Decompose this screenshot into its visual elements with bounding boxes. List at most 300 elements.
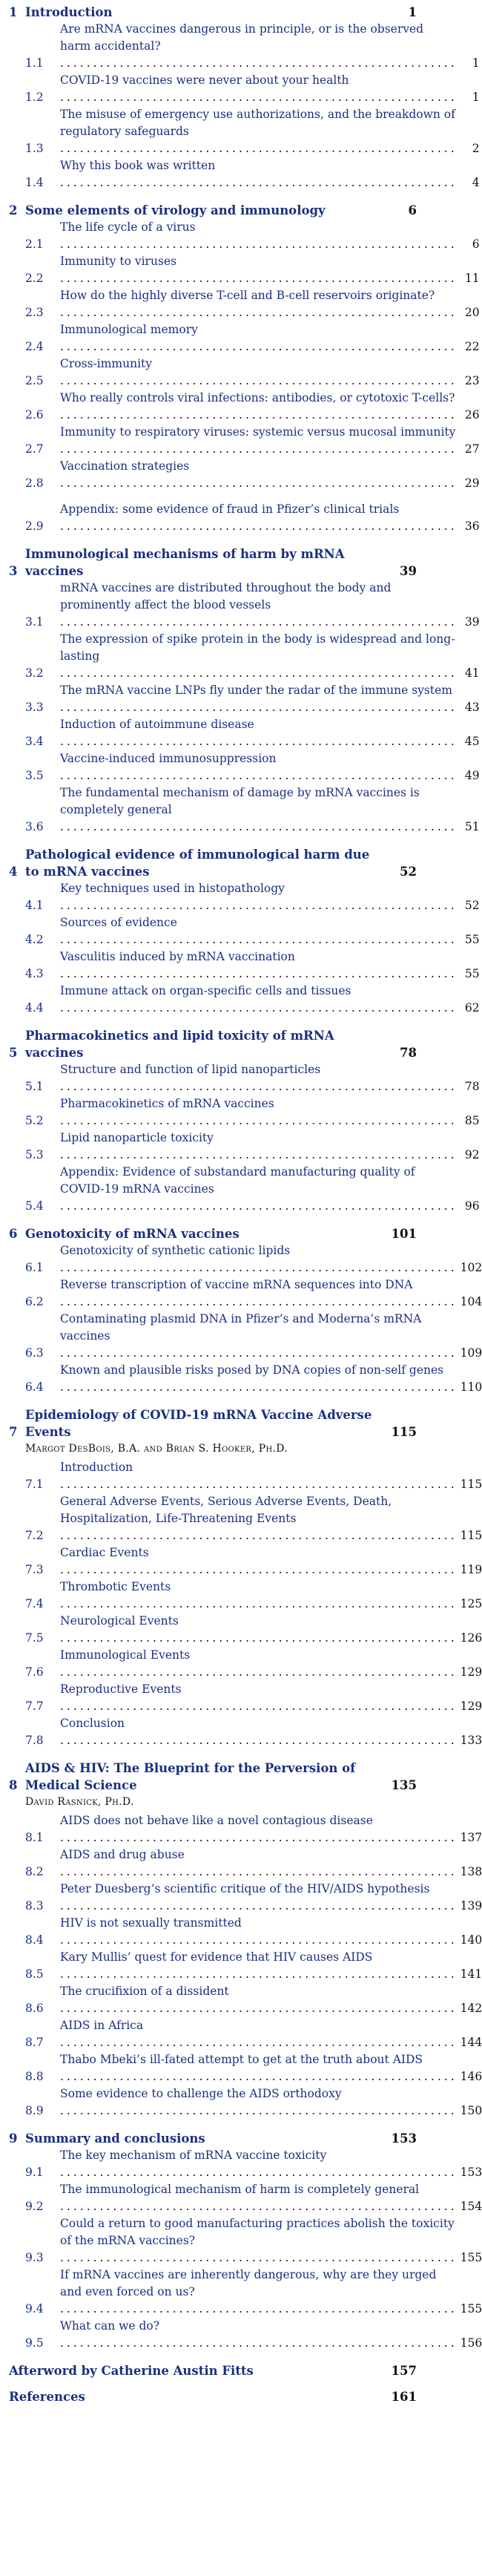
section-number: 8.4 — [25, 1933, 44, 1947]
section-title: COVID-19 vaccines were never about your health — [60, 73, 349, 87]
section-page-number: 139 — [460, 1899, 482, 1913]
chapter-title: Pharmacokinetics and lipid toxicity of mRNA vaccines — [25, 1029, 334, 1060]
section-title: Vaccine-induced immunosuppression — [60, 752, 277, 765]
section-link[interactable] — [25, 1459, 482, 1493]
section-number: 1.1 — [25, 56, 44, 70]
section-link[interactable] — [25, 2267, 482, 2318]
section-link[interactable] — [25, 72, 480, 106]
section-title-wrapper — [60, 2051, 458, 2085]
section-link[interactable] — [25, 750, 480, 784]
section-page-number: 41 — [464, 666, 480, 680]
section-title: Could a return to good manufacturing practices abolish the toxicity of the mRNA vaccines? — [60, 2217, 455, 2247]
toc-chapter — [9, 2388, 417, 2405]
section-link[interactable] — [25, 1362, 482, 1396]
section-title-wrapper — [60, 1949, 458, 1983]
section-page-number: 1 — [472, 91, 480, 104]
section-page-number: 4 — [472, 176, 480, 189]
section-number: 7.1 — [25, 1478, 44, 1491]
section-link[interactable] — [25, 1949, 482, 1983]
chapter-link[interactable] — [9, 1760, 417, 1794]
dot-leader: ............................................................ — [60, 2336, 458, 2350]
dot-leader: ............................................................ — [60, 1346, 458, 1360]
section-title: How do the highly diverse T-cell and B-cell reservoirs originate? — [60, 289, 435, 302]
section-number: 6.4 — [25, 1380, 44, 1394]
section-title-wrapper — [60, 106, 458, 157]
section-page-number: 78 — [464, 1080, 480, 1093]
section-number: 2.2 — [25, 272, 44, 285]
section-page-number: 49 — [464, 769, 480, 782]
section-page-number: 55 — [464, 967, 480, 980]
section-number: 8.8 — [25, 2070, 44, 2083]
dot-leader: ............................................................ — [60, 967, 458, 980]
chapter-title: Genotoxicity of mRNA vaccines — [25, 1227, 240, 1241]
dot-leader: ............................................................ — [60, 1148, 458, 1161]
section-number: 8.1 — [25, 1831, 44, 1844]
section-link[interactable] — [25, 458, 480, 492]
section-title: Contaminating plasmid DNA in Pfizer’s and Moderna’s mRNA vaccines — [60, 1312, 422, 1343]
section-link[interactable] — [25, 1647, 482, 1681]
section-title-wrapper — [60, 1681, 458, 1715]
dot-leader: ............................................................ — [60, 1295, 458, 1308]
section-title: Some evidence to challenge the AIDS orthodoxy — [60, 2087, 342, 2100]
section-number: 3.5 — [25, 769, 44, 782]
section-number: 8.7 — [25, 2036, 44, 2049]
dot-leader: ............................................................ — [60, 2002, 458, 2015]
chapter-link[interactable] — [9, 202, 417, 219]
section-title: Immunological memory — [60, 323, 198, 336]
section-page-number: 23 — [464, 374, 480, 387]
section-link[interactable] — [25, 1276, 482, 1311]
section-page-number: 51 — [464, 820, 480, 833]
section-number: 3.3 — [25, 701, 44, 714]
section-number: 3.4 — [25, 735, 44, 748]
dot-leader: ............................................................ — [60, 1114, 458, 1127]
section-number: 2.6 — [25, 408, 44, 422]
dot-leader: ............................................................ — [60, 442, 458, 456]
section-title-wrapper — [60, 2085, 458, 2120]
section-page-number: 115 — [460, 1478, 482, 1491]
section-title-wrapper — [60, 1164, 458, 1215]
section-title: Conclusion — [60, 1717, 125, 1730]
section-title: mRNA vaccines are distributed throughout the body and prominently affect the blood vessels — [60, 581, 392, 612]
section-page-number: 155 — [460, 2251, 482, 2264]
section-link[interactable] — [25, 1983, 482, 2017]
section-number: 3.1 — [25, 615, 44, 629]
dot-leader: ............................................................ — [60, 1734, 458, 1747]
section-number: 7.3 — [25, 1563, 44, 1576]
section-link[interactable] — [25, 287, 480, 321]
section-title-wrapper — [60, 1095, 458, 1130]
section-link[interactable] — [25, 355, 480, 390]
chapter-number: 1 — [9, 5, 18, 19]
section-link[interactable] — [25, 253, 480, 287]
section-number: 9.2 — [25, 2200, 44, 2213]
section-title: Peter Duesberg’s scientific critique of the HIV/AIDS hypothesis — [60, 1882, 430, 1895]
section-title-wrapper — [60, 458, 458, 492]
chapter-title: Epidemiology of COVID-19 mRNA Vaccine Adverse Events — [25, 1408, 372, 1439]
dot-leader: ............................................................ — [60, 142, 458, 155]
chapter-number: 6 — [9, 1227, 18, 1241]
section-title-wrapper — [60, 1881, 458, 1915]
section-link[interactable] — [25, 1579, 482, 1613]
chapter-link[interactable] — [9, 545, 417, 580]
dot-leader: ............................................................ — [60, 1478, 458, 1491]
section-page-number: 115 — [460, 1529, 482, 1542]
section-number: 7.5 — [25, 1631, 44, 1645]
chapter-link[interactable] — [9, 1225, 417, 1242]
dot-leader: ............................................................ — [60, 1700, 458, 1713]
section-page-number: 141 — [460, 1967, 482, 1981]
section-number: 4.2 — [25, 933, 44, 946]
section-link[interactable] — [25, 2318, 482, 2352]
section-title: Vaccination strategies — [60, 459, 190, 473]
section-number: 4.3 — [25, 967, 44, 980]
section-title-wrapper — [60, 750, 458, 784]
chapter-page-number: 153 — [391, 2131, 417, 2146]
section-title-wrapper — [60, 390, 458, 424]
toc-chapter — [9, 202, 480, 535]
chapter-link[interactable] — [9, 4, 417, 21]
section-number: 3.2 — [25, 666, 44, 680]
section-page-number: 39 — [464, 615, 480, 629]
section-page-number: 125 — [460, 1597, 482, 1610]
section-title: Lipid nanoparticle toxicity — [60, 1131, 214, 1144]
dot-leader: ............................................................ — [60, 769, 458, 782]
section-number: 2.9 — [25, 520, 44, 533]
section-link[interactable] — [25, 1061, 480, 1095]
section-title: Sources of evidence — [60, 916, 177, 929]
section-title: Induction of autoimmune disease — [60, 718, 254, 731]
section-title-wrapper — [60, 716, 458, 750]
section-page-number: 109 — [460, 1346, 482, 1360]
section-number: 6.2 — [25, 1295, 44, 1308]
chapter-number: 7 — [9, 1425, 18, 1439]
section-title: The expression of spike protein in the body is widespread and long-lasting — [60, 632, 455, 663]
section-title: Structure and function of lipid nanoparticles — [60, 1063, 321, 1076]
section-title-wrapper — [60, 321, 458, 355]
dot-leader: ............................................................ — [60, 91, 458, 104]
dot-leader: ............................................................ — [60, 2251, 458, 2264]
section-link[interactable] — [25, 1915, 482, 1949]
section-link[interactable] — [25, 1130, 480, 1164]
section-number: 9.1 — [25, 2166, 44, 2179]
section-page-number: 154 — [460, 2200, 482, 2213]
section-link[interactable] — [25, 106, 480, 157]
section-title: The crucifixion of a dissident — [60, 1985, 229, 1998]
dot-leader: ............................................................ — [60, 2166, 458, 2179]
chapter-title: Pathological evidence of immunological harm due to mRNA vaccines — [25, 848, 370, 879]
section-title-wrapper — [60, 1915, 458, 1949]
section-title-wrapper — [60, 1812, 458, 1846]
section-page-number: 153 — [460, 2166, 482, 2179]
section-link[interactable] — [25, 219, 480, 253]
section-title: Reproductive Events — [60, 1682, 182, 1696]
section-link[interactable] — [25, 1812, 482, 1846]
section-title: Immune attack on organ-specific cells and tissues — [60, 984, 351, 997]
chapter-link[interactable] — [9, 2362, 417, 2379]
section-title: Appendix: some evidence of fraud in Pfizer’s clinical trials — [60, 502, 400, 516]
section-title-wrapper — [60, 2215, 458, 2267]
section-link[interactable] — [25, 2017, 482, 2051]
section-page-number: 85 — [464, 1114, 480, 1127]
chapter-link[interactable] — [9, 2130, 417, 2147]
dot-leader: ............................................................ — [60, 272, 458, 285]
chapter-page-number: 1 — [408, 5, 417, 19]
dot-leader: ............................................................ — [60, 701, 458, 714]
section-link[interactable] — [25, 948, 480, 983]
section-page-number: 137 — [460, 1831, 482, 1844]
chapter-title: Introduction — [25, 5, 113, 19]
section-title-wrapper — [60, 1647, 458, 1681]
section-title-wrapper — [60, 72, 458, 106]
chapter-title: References — [9, 2390, 85, 2404]
dot-leader: ............................................................ — [60, 933, 458, 946]
chapter-page-number: 78 — [400, 1046, 417, 1060]
toc-chapter — [9, 545, 480, 836]
chapter-number: 9 — [9, 2131, 18, 2146]
chapter-page-number: 52 — [400, 865, 417, 879]
dot-leader: ............................................................ — [60, 306, 458, 319]
chapter-page-number: 161 — [391, 2390, 417, 2404]
section-title-wrapper — [60, 1061, 458, 1095]
section-link[interactable] — [25, 1846, 482, 1881]
section-title-wrapper — [60, 2017, 458, 2051]
section-link[interactable] — [25, 784, 480, 836]
section-page-number: 119 — [460, 1563, 482, 1576]
section-number: 9.3 — [25, 2251, 44, 2264]
toc-chapter — [9, 4, 480, 191]
section-title-wrapper — [60, 1311, 458, 1362]
section-title-wrapper — [60, 880, 458, 914]
section-number: 8.2 — [25, 1865, 44, 1878]
dot-leader: ............................................................ — [60, 2070, 458, 2083]
section-title: Cross-immunity — [60, 357, 153, 370]
section-page-number: 142 — [460, 2002, 482, 2015]
dot-leader: ............................................................ — [60, 1199, 458, 1213]
chapter-title: Immunological mechanisms of harm by mRNA vaccines — [25, 547, 345, 578]
section-page-number: 155 — [460, 2302, 482, 2316]
dot-leader: ............................................................ — [60, 374, 458, 387]
chapter-number: 2 — [9, 203, 18, 217]
section-title: Kary Mullis’ quest for evidence that HIV causes AIDS — [60, 1950, 373, 1964]
section-title: The misuse of emergency use authorizations, and the breakdown of regulatory safeguards — [60, 108, 455, 138]
section-page-number: 2 — [472, 142, 480, 155]
dot-leader: ............................................................ — [60, 1831, 458, 1844]
section-title-wrapper — [60, 1362, 458, 1396]
section-page-number: 11 — [464, 272, 480, 285]
toc-chapter — [9, 2362, 417, 2379]
chapter-title: Afterword by Catherine Austin Fitts — [9, 2364, 254, 2378]
section-number: 6.3 — [25, 1346, 44, 1360]
section-page-number: 133 — [460, 1734, 482, 1747]
dot-leader: ............................................................ — [60, 1080, 458, 1093]
dot-leader: ............................................................ — [60, 1380, 458, 1394]
section-title-wrapper — [60, 2181, 458, 2215]
section-title-wrapper — [60, 1983, 458, 2017]
chapter-page-number: 101 — [391, 1227, 417, 1241]
section-page-number: 36 — [464, 520, 480, 533]
section-number: 4.1 — [25, 899, 44, 912]
section-link[interactable] — [25, 2215, 482, 2267]
section-number: 2.8 — [25, 476, 44, 490]
section-title-wrapper — [60, 1579, 458, 1613]
section-link[interactable] — [25, 424, 480, 458]
section-number: 5.2 — [25, 1114, 44, 1127]
section-title-wrapper — [60, 21, 458, 72]
dot-leader: ............................................................ — [60, 820, 458, 833]
dot-leader: ............................................................ — [60, 615, 458, 629]
toc-chapter — [9, 1027, 480, 1215]
chapter-title: AIDS & HIV: The Blueprint for the Perversion of Medical Science — [25, 1761, 356, 1792]
dot-leader: ............................................................ — [60, 1967, 458, 1981]
section-number: 5.3 — [25, 1148, 44, 1161]
section-number: 5.4 — [25, 1199, 44, 1213]
section-title: Are mRNA vaccines dangerous in principle, or is the observed harm accidental? — [60, 22, 424, 53]
section-link[interactable] — [25, 1242, 482, 1276]
section-number: 5.1 — [25, 1080, 44, 1093]
section-number: 8.9 — [25, 2104, 44, 2117]
toc-chapter — [9, 1406, 482, 1749]
section-title: Who really controls viral infections: antibodies, or cytotoxic T-cells? — [60, 391, 455, 404]
section-title-wrapper — [60, 1493, 458, 1544]
toc-chapter — [9, 846, 480, 1017]
section-title: Thabo Mbeki’s ill-fated attempt to get at the truth about AIDS — [60, 2053, 423, 2066]
toc-chapter — [9, 1760, 482, 2120]
section-title-wrapper — [60, 631, 458, 682]
section-title: Reverse transcription of vaccine mRNA sequences into DNA — [60, 1278, 413, 1291]
section-title-wrapper — [60, 1459, 458, 1493]
section-title-wrapper — [60, 287, 458, 321]
section-link[interactable] — [25, 1095, 480, 1130]
toc-chapter — [9, 1225, 482, 1396]
section-link[interactable] — [25, 580, 480, 631]
dot-leader: ............................................................ — [60, 1631, 458, 1645]
section-title-wrapper — [60, 784, 458, 836]
section-number: 4.4 — [25, 1001, 44, 1015]
section-title-wrapper — [60, 580, 458, 631]
section-page-number: 150 — [460, 2104, 482, 2117]
section-title: Known and plausible risks posed by DNA copies of non-self genes — [60, 1363, 444, 1377]
section-link[interactable] — [25, 1544, 482, 1579]
dot-leader: ............................................................ — [60, 899, 458, 912]
section-number: 7.7 — [25, 1700, 44, 1713]
section-title-wrapper — [60, 1130, 458, 1164]
section-link[interactable] — [25, 321, 480, 355]
section-link[interactable] — [25, 631, 480, 682]
chapter-title: Some elements of virology and immunology — [25, 203, 326, 217]
section-link[interactable] — [25, 2147, 482, 2181]
section-page-number: 129 — [460, 1665, 482, 1679]
dot-leader: ............................................................ — [60, 56, 458, 70]
section-link[interactable] — [25, 682, 480, 716]
section-link[interactable] — [25, 157, 480, 191]
section-title-wrapper — [60, 501, 458, 535]
section-page-number: 26 — [464, 408, 480, 422]
section-title-wrapper — [60, 157, 458, 191]
section-link[interactable] — [25, 21, 480, 72]
section-link[interactable] — [25, 983, 480, 1017]
section-link[interactable] — [25, 716, 480, 750]
section-link[interactable] — [25, 1881, 482, 1915]
dot-leader: ............................................................ — [60, 1665, 458, 1679]
section-number: 2.5 — [25, 374, 44, 387]
section-title-wrapper — [60, 424, 458, 458]
section-title: Why this book was written — [60, 159, 216, 172]
section-page-number: 138 — [460, 1865, 482, 1878]
section-link[interactable] — [25, 914, 480, 948]
section-link[interactable] — [25, 1681, 482, 1715]
section-link[interactable] — [25, 1311, 482, 1362]
section-number: 7.4 — [25, 1597, 44, 1610]
section-title: The fundamental mechanism of damage by mRNA vaccines is completely general — [60, 786, 420, 816]
section-link[interactable] — [25, 880, 480, 914]
section-title-wrapper — [60, 914, 458, 948]
section-title: If mRNA vaccines are inherently dangerous, why are they urged and even forced on us? — [60, 2268, 437, 2298]
section-page-number: 92 — [464, 1148, 480, 1161]
section-page-number: 144 — [460, 2036, 482, 2049]
chapter-link[interactable] — [9, 846, 417, 880]
section-link[interactable] — [25, 2051, 482, 2085]
dot-leader: ............................................................ — [60, 735, 458, 748]
section-page-number: 43 — [464, 701, 480, 714]
section-page-number: 22 — [464, 340, 480, 353]
section-link[interactable] — [25, 1164, 480, 1215]
section-page-number: 129 — [460, 1700, 482, 1713]
chapter-author: David Rasnick, Ph.D. — [25, 1796, 134, 1808]
section-number: 1.2 — [25, 91, 44, 104]
section-title: Immunological Events — [60, 1648, 191, 1662]
section-link[interactable] — [25, 2181, 482, 2215]
chapter-link[interactable] — [9, 2388, 417, 2405]
section-number: 2.4 — [25, 340, 44, 353]
section-page-number: 6 — [472, 237, 480, 251]
section-link[interactable] — [25, 1493, 482, 1544]
dot-leader: ............................................................ — [60, 1001, 458, 1015]
dot-leader: ............................................................ — [60, 1563, 458, 1576]
section-number: 6.1 — [25, 1261, 44, 1274]
section-page-number: 102 — [460, 1261, 482, 1274]
section-title-wrapper — [60, 2318, 458, 2352]
section-number: 8.3 — [25, 1899, 44, 1913]
section-title-wrapper — [60, 682, 458, 716]
chapter-link[interactable] — [9, 1027, 417, 1061]
section-number: 9.4 — [25, 2302, 44, 2316]
section-title-wrapper — [60, 1715, 458, 1749]
dot-leader: ............................................................ — [60, 1529, 458, 1542]
section-title-wrapper — [60, 1242, 458, 1276]
section-link[interactable] — [25, 390, 480, 424]
section-title-wrapper — [60, 2147, 458, 2181]
section-title-wrapper — [60, 983, 458, 1017]
section-link[interactable] — [25, 1715, 482, 1749]
section-link[interactable] — [25, 1613, 482, 1647]
section-title: Key techniques used in histopathology — [60, 882, 285, 895]
section-title-wrapper — [60, 1846, 458, 1881]
section-title: Genotoxicity of synthetic cationic lipids — [60, 1244, 291, 1257]
section-page-number: 146 — [460, 2070, 482, 2083]
section-page-number: 62 — [464, 1001, 480, 1015]
section-link[interactable] — [25, 2085, 482, 2120]
chapter-link[interactable] — [9, 1406, 417, 1441]
section-number: 9.5 — [25, 2336, 44, 2350]
section-number: 2.1 — [25, 237, 44, 251]
section-link[interactable] — [25, 501, 480, 535]
dot-leader: ............................................................ — [60, 1899, 458, 1913]
section-title: The mRNA vaccine LNPs fly under the radar of the immune system — [60, 684, 452, 697]
dot-leader: ............................................................ — [60, 408, 458, 422]
section-number: 1.4 — [25, 176, 44, 189]
section-title: Vasculitis induced by mRNA vaccination — [60, 950, 295, 963]
